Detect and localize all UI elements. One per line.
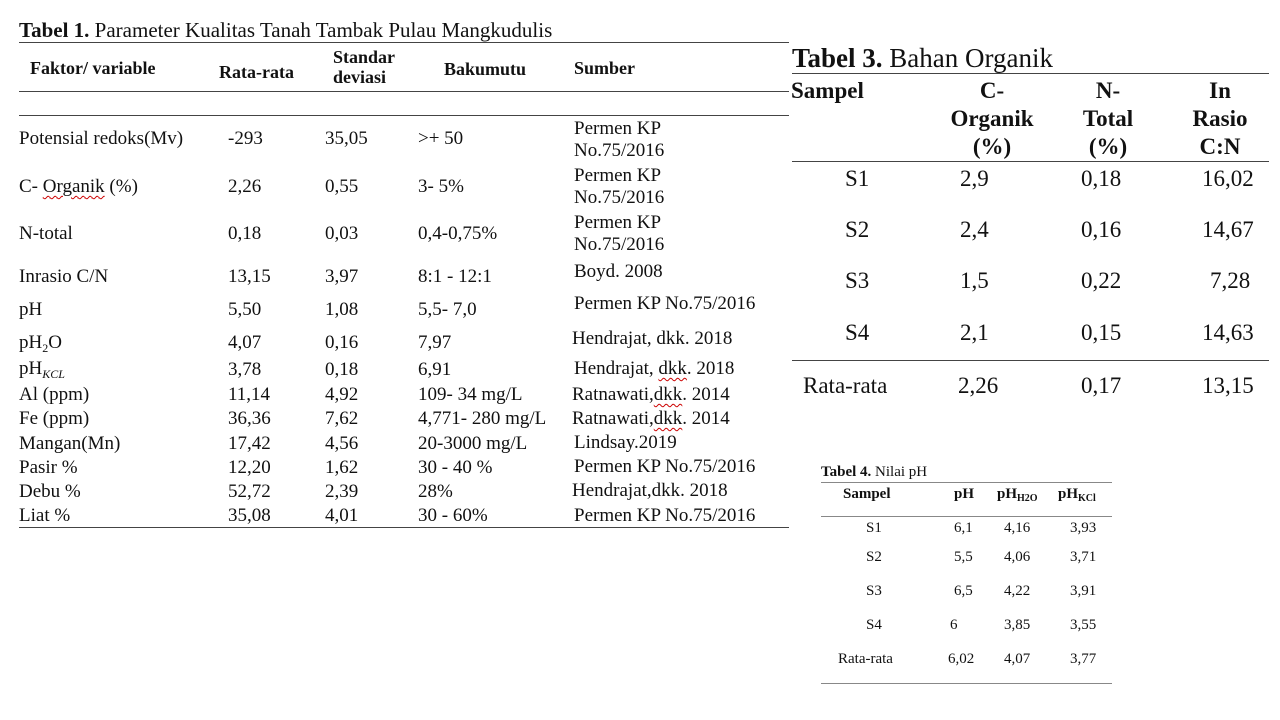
table4-row3-sampel: S3 [866, 583, 882, 599]
table1-row6-baku: 7,97 [418, 332, 452, 353]
table4-row4-sampel: S4 [866, 617, 882, 633]
table4-header-ph-h2o [997, 486, 1038, 503]
table3-row1-cn: 16,02 [1202, 166, 1254, 191]
table3-row3-sampel: S3 [845, 268, 870, 293]
table1-row2-rata: 2,26 [228, 176, 262, 197]
table1-row8-rata: 11,14 [228, 384, 271, 405]
table1-row12-sd: 2,39 [325, 481, 359, 502]
table1-row8-sumber-spellcheck: dkk [653, 384, 683, 405]
table4-row4-h2o: 3,85 [1004, 617, 1031, 633]
table4-row1-h2o: 4,16 [1004, 520, 1031, 536]
table1-row7-sd: 0,18 [325, 359, 359, 380]
table1-row4-sd: 3,97 [325, 266, 359, 287]
table3-header-in-line3: C:N [1199, 134, 1241, 159]
table1-row9-sumber-spellcheck: dkk [653, 408, 683, 429]
table1-row11-sumber: Permen KP No.75/2016 [574, 456, 756, 477]
table3-header-in-line2: Rasio [1192, 106, 1248, 131]
table1-row10-sumber: Lindsay.2019 [574, 432, 677, 453]
table1-row2-sd: 0,55 [325, 176, 359, 197]
table1-top-rule [19, 42, 789, 43]
table3-row2-c: 2,4 [960, 217, 989, 242]
table3-row2-n: 0,16 [1081, 217, 1122, 242]
table1-row9-faktor: Fe (ppm) [19, 408, 90, 429]
table4-bottom-rule [821, 683, 1112, 684]
table3-row4-sampel: S4 [845, 320, 870, 345]
table3-row2-sampel: S2 [845, 217, 870, 242]
table4-row4-kcl: 3,55 [1070, 617, 1097, 633]
table1-header-bakumutu: Bakumutu [444, 59, 527, 79]
table1-row11-rata: 12,20 [228, 457, 271, 478]
table1-row4-sumber: Boyd. 2008 [574, 261, 663, 282]
table1-row1-sumber-line2: No.75/2016 [574, 140, 665, 161]
table1-row13-baku: 30 - 60% [418, 505, 488, 526]
table1-row6-rata: 4,07 [228, 332, 262, 353]
table3-row1-sampel: S1 [845, 166, 870, 191]
table4-row4-ph: 6 [950, 617, 958, 633]
table1-row3-baku: 0,4-0,75% [418, 223, 498, 244]
table3-row4-cn: 14,63 [1202, 320, 1254, 345]
table4-caption-label: Tabel 4. [821, 464, 872, 480]
table1-row3-sumber [574, 212, 664, 256]
table1-row7-sumber [574, 358, 734, 380]
table4-footer-sampel: Rata-rata [838, 651, 893, 667]
table1-row5-rata: 5,50 [228, 299, 262, 320]
table1-row7-rata: 3,78 [228, 359, 262, 380]
table3-caption [792, 43, 1053, 74]
table1-row11-sd: 1,62 [325, 457, 359, 478]
table1-bottom-rule [19, 527, 789, 528]
table3-top-rule [792, 73, 1269, 74]
table1-row12-rata: 52,72 [228, 481, 271, 502]
table1-row3-rata: 0,18 [228, 223, 262, 244]
table3-row3-c: 1,5 [960, 268, 989, 293]
table1-row3-faktor: N-total [19, 223, 73, 244]
table4-header-ph: pH [954, 486, 975, 502]
table4-header-ph-kcl-main: pH [1058, 486, 1079, 502]
table1-row1-baku: >+ 50 [418, 128, 464, 149]
table1-row2-faktor [19, 176, 138, 198]
table1-row7-faktor [19, 358, 65, 380]
table1-row6-faktor-main: pH [19, 332, 43, 353]
table1-row12-baku: 28% [418, 481, 453, 502]
table1-row4-baku: 8:1 - 12:1 [418, 266, 492, 287]
table1-caption [19, 18, 552, 43]
table1-row6-sd: 0,16 [325, 332, 359, 353]
table1-row7-sumber-a: Hendrajat, [574, 358, 659, 379]
table1-row4-faktor: Inrasio C/N [19, 266, 109, 287]
table1-header-standar [333, 47, 395, 87]
table1-row7-sumber-b: . 2018 [686, 358, 735, 379]
table1-row9-sumber-b: . 2014 [682, 408, 730, 429]
table3-row3-n: 0,22 [1081, 268, 1122, 293]
table3-header-c-line2: Organik [950, 106, 1034, 131]
table1-row5-sd: 1,08 [325, 299, 359, 320]
table3-footer-rule [792, 360, 1269, 361]
table4-footer-h2o: 4,07 [1004, 651, 1031, 667]
table4-row2-ph: 5,5 [954, 549, 973, 565]
table1-caption-title: Parameter Kualitas Tanah Tambak Pulau Mangkudulis [89, 18, 553, 42]
table1-row7-faktor-sub: KCL [42, 367, 65, 381]
table1-row8-sd: 4,92 [325, 384, 359, 405]
table1-row6-sumber: Hendrajat, dkk. 2018 [572, 328, 733, 349]
table3-caption-title: Bahan Organik [882, 43, 1054, 73]
table1-row13-rata: 35,08 [228, 505, 271, 526]
table1-row1-rata: -293 [228, 128, 263, 149]
table1-row6-faktor [19, 332, 62, 354]
table1-row13-sd: 4,01 [325, 505, 359, 526]
table3-footer-sampel: Rata-rata [803, 373, 888, 398]
table1-row5-faktor: pH [19, 299, 43, 320]
table4-row1-ph: 6,1 [954, 520, 973, 536]
table1-row2-faktor-spellcheck: Organik [42, 176, 105, 197]
table1-row7-faktor-main: pH [19, 358, 43, 379]
table1-row7-sumber-spellcheck: dkk [658, 358, 687, 379]
table1-row4-rata: 13,15 [228, 266, 271, 287]
table4-row3-ph: 6,5 [954, 583, 973, 599]
table1-row8-sumber [572, 384, 730, 406]
table3-header-in-rasio [1180, 77, 1260, 161]
table3-footer-n: 0,17 [1081, 373, 1122, 398]
table3-row4-n: 0,15 [1081, 320, 1122, 345]
table3-header-n-line2: Total [1082, 106, 1134, 131]
table3-header-n-total [1068, 77, 1148, 161]
table1-row8-sumber-a: Ratnawati, [572, 384, 654, 405]
table1-header-faktor: Faktor/ variable [30, 58, 156, 78]
table1-row9-sumber [572, 408, 730, 430]
table1-row9-rata: 36,36 [228, 408, 271, 429]
table3-caption-label: Tabel 3. [792, 43, 883, 73]
table1-row8-sumber-b: . 2014 [682, 384, 730, 405]
table1-row1-sd: 35,05 [325, 128, 368, 149]
table4-row2-kcl: 3,71 [1070, 549, 1097, 565]
table3-header-n-line3: (%) [1088, 134, 1128, 159]
table1-row13-sumber: Permen KP No.75/2016 [574, 505, 756, 526]
table1-row3-sumber-line2: No.75/2016 [574, 234, 665, 255]
table1-row9-sd: 7,62 [325, 408, 359, 429]
table4-header-ph-h2o-sub: H2O [1017, 493, 1038, 504]
table1-row10-sd: 4,56 [325, 433, 359, 454]
table4-row3-kcl: 3,91 [1070, 583, 1097, 599]
table3-footer-c: 2,26 [958, 373, 999, 398]
table3-header-c-organik [942, 77, 1042, 161]
table1-row1-sumber [574, 118, 664, 162]
table1-row3-sd: 0,03 [325, 223, 359, 244]
table1-row5-sumber: Permen KP No.75/2016 [574, 293, 756, 314]
table3-row2-cn: 14,67 [1202, 217, 1254, 242]
table3-header-c-line3: (%) [972, 134, 1012, 159]
table4-header-ph-h2o-main: pH [997, 486, 1018, 502]
table1-row6-faktor-sub: 2 [42, 341, 49, 355]
table1-row2-sumber-line1: Permen KP [574, 165, 662, 186]
table1-header-standar-line2: deviasi [333, 67, 387, 87]
table1-header-standar-line1: Standar [333, 47, 396, 67]
table1-row3-sumber-line1: Permen KP [574, 212, 662, 233]
table4-row2-sampel: S2 [866, 549, 882, 565]
table1-row12-sumber: Hendrajat,dkk. 2018 [572, 480, 728, 501]
table1-row10-baku: 20-3000 mg/L [418, 433, 528, 454]
table1-row2-baku: 3- 5% [418, 176, 464, 197]
table4-header-ph-kcl [1058, 486, 1096, 503]
table4-top-rule [821, 482, 1112, 483]
table1-row9-sumber-a: Ratnawati, [572, 408, 654, 429]
table3-row1-c: 2,9 [960, 166, 989, 191]
table4-header-sampel: Sampel [843, 486, 891, 502]
table1-row10-faktor: Mangan(Mn) [19, 433, 121, 454]
table4-footer-ph: 6,02 [948, 651, 975, 667]
table4-footer-kcl: 3,77 [1070, 651, 1097, 667]
table1-body-rule [19, 115, 789, 116]
table4-header-ph-kcl-sub: KCl [1078, 493, 1096, 504]
table4-row1-kcl: 3,93 [1070, 520, 1097, 536]
table4-row3-h2o: 4,22 [1004, 583, 1031, 599]
table1-row2-sumber-line2: No.75/2016 [574, 187, 665, 208]
table1-header-sumber: Sumber [574, 58, 636, 78]
table1-row5-baku: 5,5- 7,0 [418, 299, 477, 320]
table3-header-c-line1: C- [979, 78, 1005, 103]
table3-header-rule [792, 161, 1269, 162]
table1-header-rule [19, 91, 789, 92]
table4-caption [821, 464, 927, 481]
table1-row7-baku: 6,91 [418, 359, 452, 380]
table1-row8-baku: 109- 34 mg/L [418, 384, 523, 405]
table4-row2-h2o: 4,06 [1004, 549, 1031, 565]
table1-row13-faktor: Liat % [19, 505, 71, 526]
table1-row9-baku: 4,771- 280 mg/L [418, 408, 547, 429]
table3-header-in-line1: In [1209, 78, 1231, 103]
table1-caption-label: Tabel 1. [19, 18, 90, 42]
table1-row11-baku: 30 - 40 % [418, 457, 493, 478]
table3-header-sampel: Sampel [791, 78, 864, 103]
table1-row10-rata: 17,42 [228, 433, 271, 454]
table3-header-n-line1: N- [1095, 78, 1121, 103]
table1-row8-faktor: Al (ppm) [19, 384, 90, 405]
table3-row3-cn: 7,28 [1210, 268, 1251, 293]
table1-row11-faktor: Pasir % [19, 457, 78, 478]
table3-row4-c: 2,1 [960, 320, 989, 345]
table3-footer-cn: 13,15 [1202, 373, 1254, 398]
table4-header-rule [821, 516, 1112, 517]
table1-header-rata: Rata-rata [219, 62, 294, 82]
table1-row12-faktor: Debu % [19, 481, 81, 502]
table3-row1-n: 0,18 [1081, 166, 1122, 191]
table1-row6-faktor-tail: O [48, 332, 62, 353]
table1-row2-faktor-pre: C- [19, 176, 43, 197]
table1-row2-sumber [574, 165, 664, 209]
table4-caption-title: Nilai pH [871, 464, 928, 480]
table1-row2-faktor-post: (%) [104, 176, 138, 197]
table1-row1-faktor: Potensial redoks(Mv) [19, 128, 184, 149]
table4-row1-sampel: S1 [866, 520, 882, 536]
table1-row1-sumber-line1: Permen KP [574, 118, 662, 139]
